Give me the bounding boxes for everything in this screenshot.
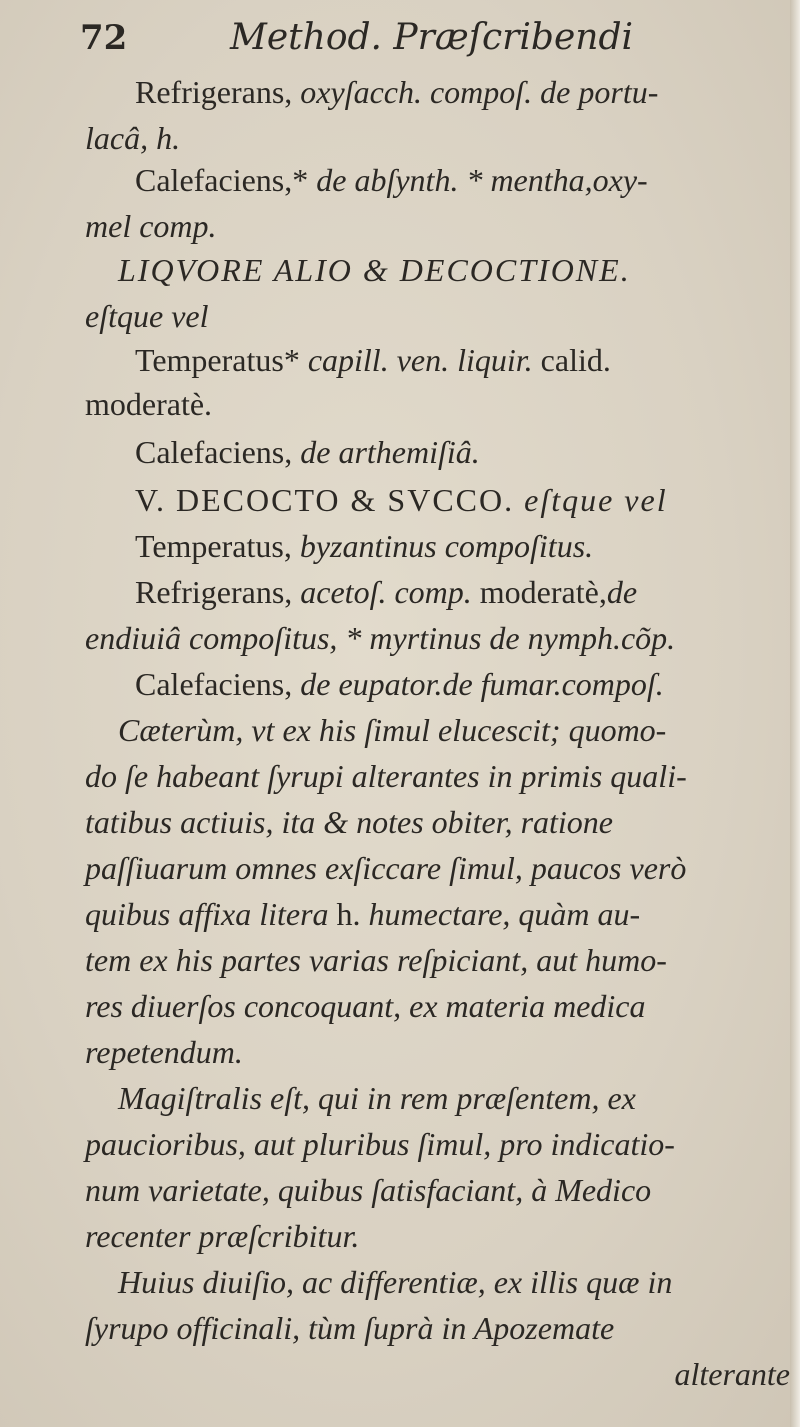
italic-text: Cæterùm, vt ex his ſimul elucescit; quomo-: [118, 712, 667, 748]
italic-text: Magiſtralis eſt, qui in rem præſentem, ex: [118, 1080, 636, 1116]
running-title: Method. Præſcribendi: [230, 17, 633, 58]
page-header: [0, 8, 790, 68]
roman-text: h.: [336, 896, 361, 932]
italic-text: lacâ, h.: [85, 120, 181, 156]
italic-text: paucioribus, aut pluribus ſimul, pro indicatio-: [85, 1126, 675, 1162]
italic-text: eſtque vel: [85, 298, 209, 334]
italic-text: ſyrupo officinali, tùm ſuprà in Apozemate: [85, 1310, 615, 1346]
italic-text: de arthemiſiâ.: [300, 434, 480, 470]
italic-text: de eupator.de fumar.compoſ.: [300, 666, 664, 702]
roman-text: Temperatus*: [135, 342, 308, 378]
italic-text: do ſe habeant ſyrupi alterantes in primis quali-: [85, 758, 687, 794]
italic-text: recenter præſcribitur.: [85, 1218, 360, 1254]
italic-text: tatibus actiuis, ita & notes obiter, ratione: [85, 804, 613, 840]
italic-text: acetoſ. comp.: [300, 574, 480, 610]
italic-text: endiuiâ compoſitus, * myrtinus de nymph.cõp.: [85, 620, 676, 656]
italic-text: res diuerſos concoquant, ex materia medica: [85, 988, 646, 1024]
italic-text: mel comp.: [85, 208, 217, 244]
page-number: 72: [80, 18, 128, 58]
roman-text: Calefaciens,: [135, 434, 301, 470]
italic-text: de: [606, 574, 638, 610]
roman-text: moderatè,: [479, 574, 607, 610]
italic-text: quibus affixa litera: [85, 896, 337, 932]
italic-text: paſſiuarum omnes exſiccare ſimul, paucos verò: [85, 850, 687, 886]
roman-text: Refrigerans,: [135, 574, 301, 610]
italic-text: alterante: [674, 1356, 790, 1392]
italic-text: Huius diuiſio, ac differentiæ, ex illis quæ in: [118, 1264, 673, 1300]
italic-text: LIQVORE ALIO & DECOCTIONE.: [118, 252, 631, 288]
italic-text: repetendum.: [85, 1034, 243, 1070]
roman-text: moderatè.: [85, 386, 213, 422]
italic-text: oxyſacch. compoſ. de portu-: [300, 74, 659, 110]
italic-text: de abſynth. * mentha,oxy-: [316, 162, 648, 198]
italic-text: capill. ven. liquir.: [307, 342, 541, 378]
roman-text: calid.: [540, 342, 611, 378]
roman-text: Calefaciens,: [135, 666, 301, 702]
italic-text: tem ex his partes varias reſpiciant, aut humo-: [85, 942, 667, 978]
italic-text: byzantinus compoſitus.: [299, 528, 594, 564]
text-line: [0, 1344, 800, 1404]
italic-text: eſtque vel: [524, 482, 668, 518]
roman-text: Calefaciens,*: [135, 162, 317, 198]
italic-text: num varietate, quibus ſatisfaciant, à Medico: [85, 1172, 652, 1208]
roman-text: V. DECOCTO & SVCCO.: [135, 482, 525, 518]
italic-text: humectare, quàm au-: [360, 896, 641, 932]
roman-text: Temperatus,: [135, 528, 300, 564]
roman-text: Refrigerans,: [135, 74, 301, 110]
